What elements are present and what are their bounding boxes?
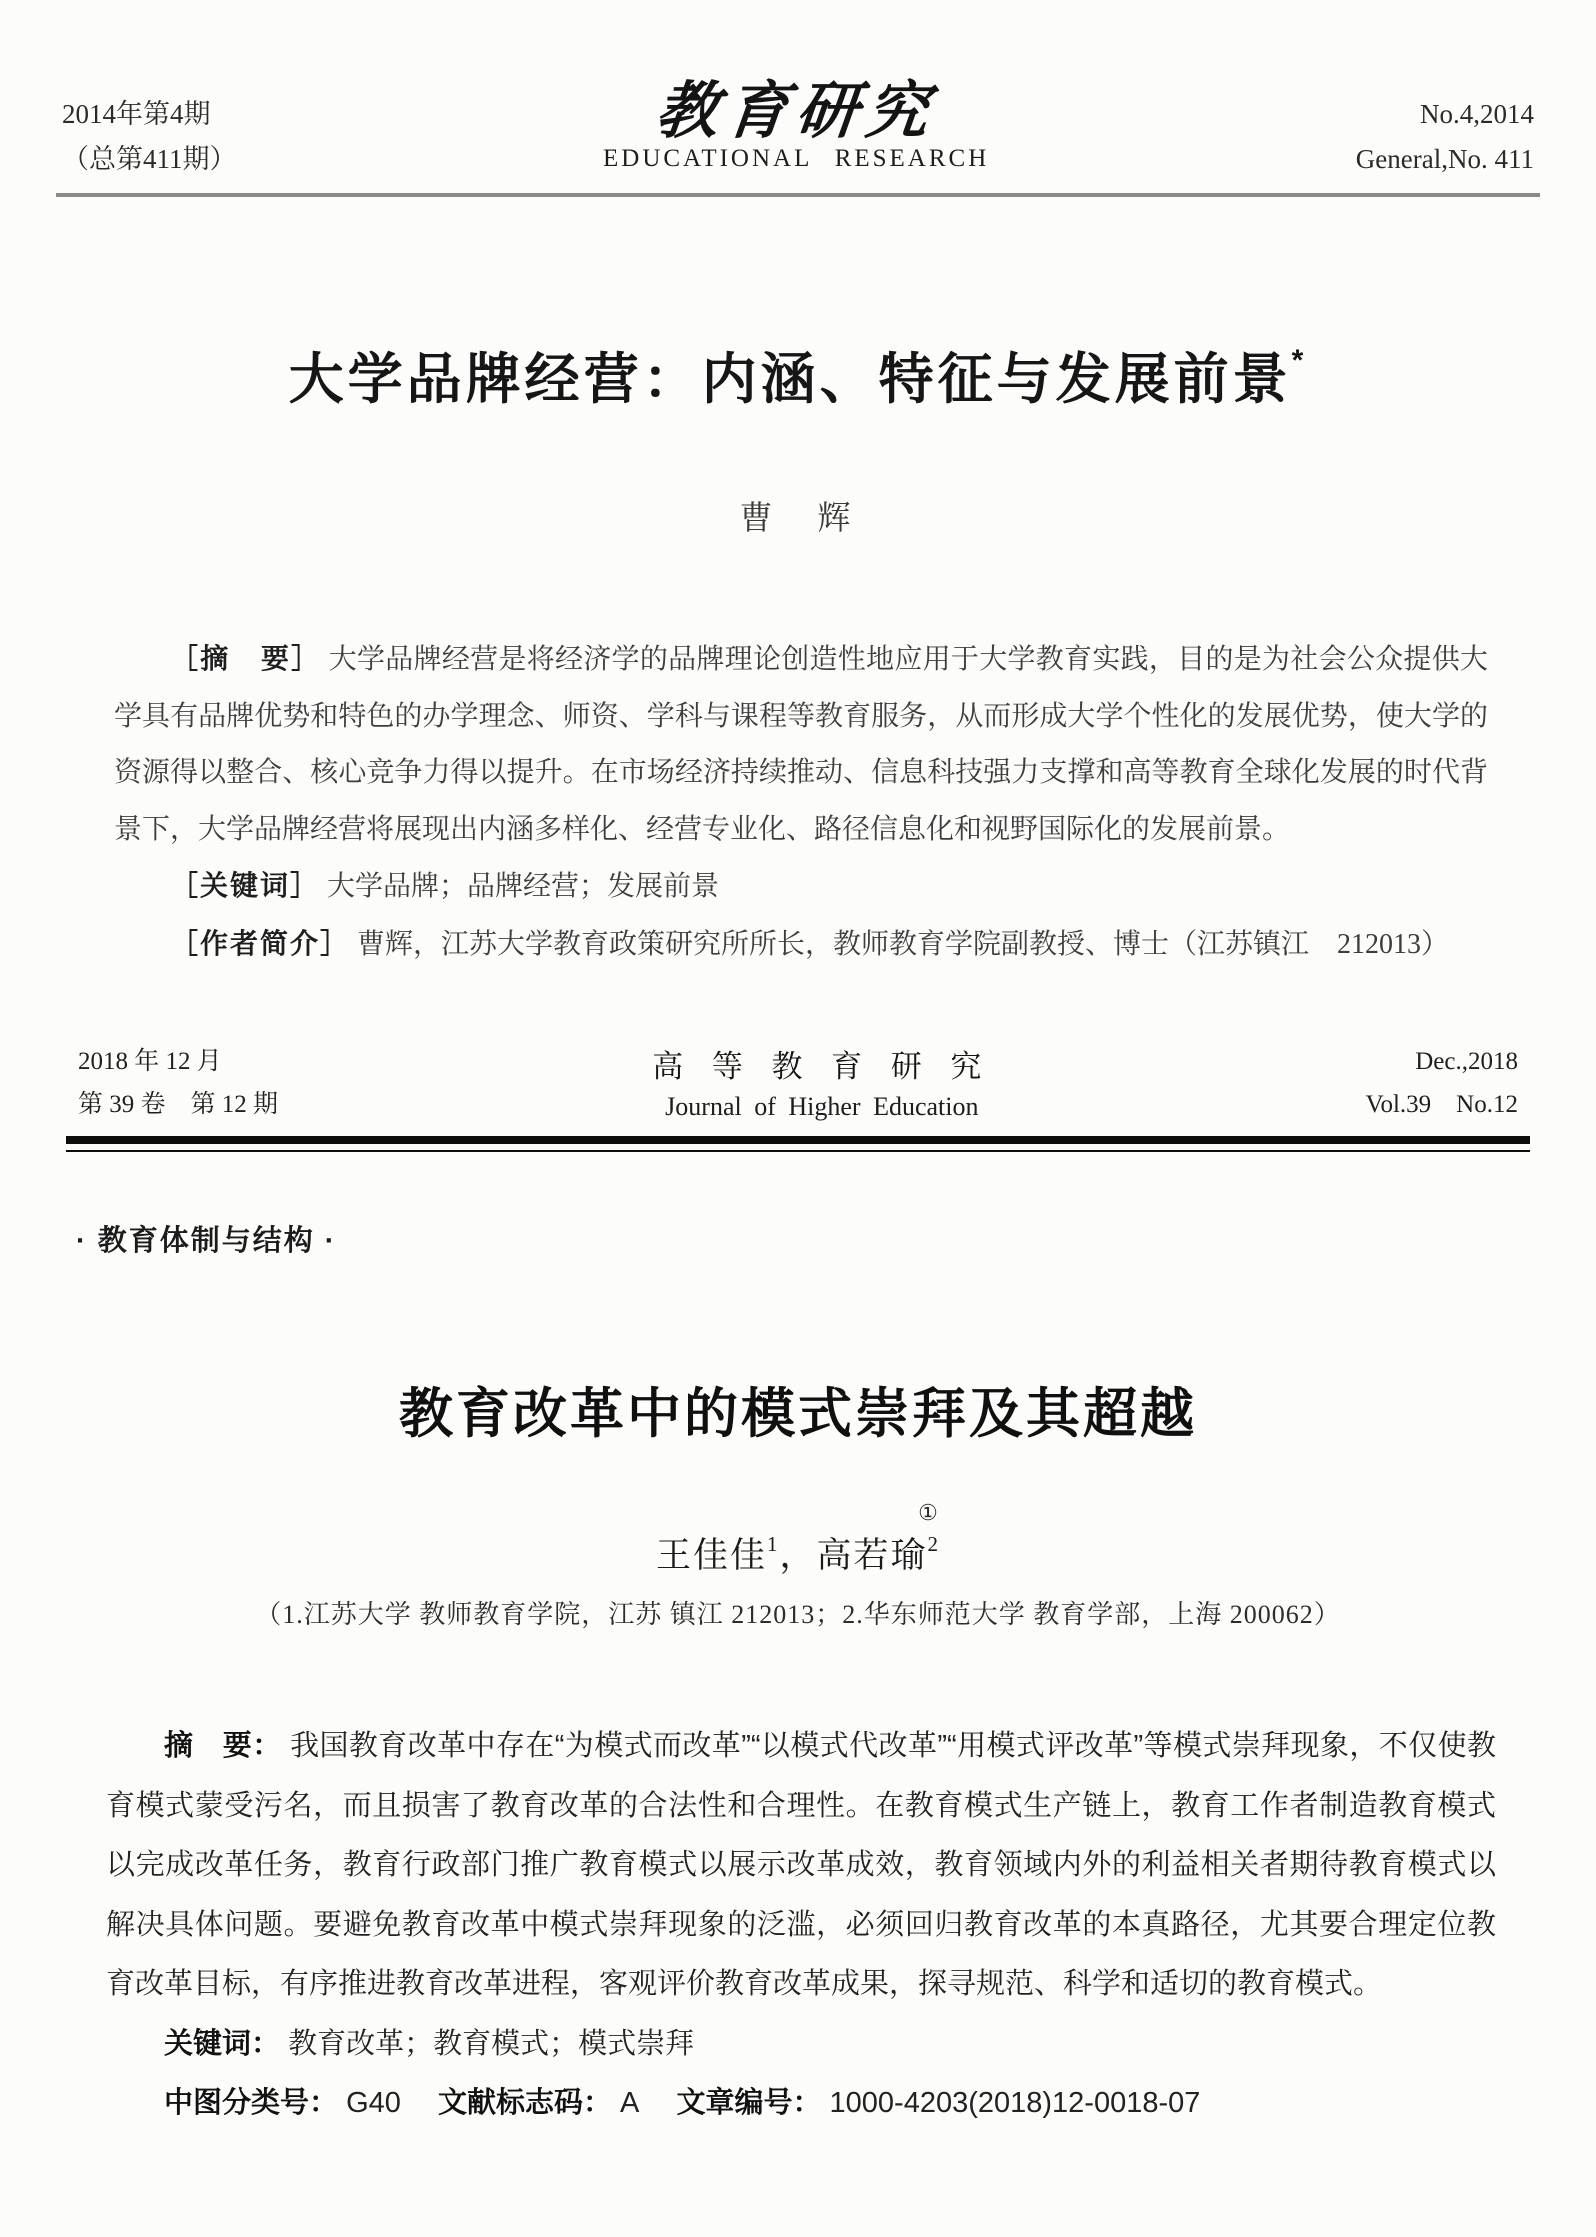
author-1-sup: 1 (766, 1532, 780, 1557)
article1-keywords (114, 858, 1488, 916)
abstract2-text: 我国教育改革中存在“为模式而改革”“以模式代改革”“用模式评改革”等模式崇拜现象，不仅使教育模式蒙受污名，而且损害了教育改革的合法性和合理性。在教育模式生产链上，教育工作者制造教育模式以完成改革任务，教育行政部门推广教育模式以展示改革成效，教育领域内外的利益相关者期待教育模式以解决具体问题。要避免教育改革中模式崇拜现象的泛滥，必须回归教育改革的本真路径，尤其要合理定位教育改革目标，有序推进教育改革进程，客观评价教育改革成果，探寻规范、科学和适切的教育模式。 (106, 1730, 1496, 2001)
article1-author: 曹 辉 (739, 501, 857, 538)
article2-abstract (106, 1717, 1496, 2014)
journal1-issue (62, 78, 237, 181)
article1-title-text: 大学品牌经营：内涵、特征与发展前景 (288, 348, 1292, 411)
journal1-logo-en: EDUCATIONAL RESEARCH (603, 145, 990, 173)
abstract2-label: 摘 要： (164, 1730, 282, 1763)
article-no-label: 文章编号： (676, 2087, 822, 2119)
abstract-label: ［摘 要］ (170, 643, 322, 675)
authors-separator: ， (779, 1536, 817, 1576)
bio-label: ［作者简介］ (170, 927, 351, 959)
journal1-logo: 教育研究 (652, 74, 940, 147)
authors-note-mark: ① (918, 1500, 938, 1526)
article2-classification (106, 2074, 1496, 2133)
journal2-title-en: Journal of Higher Education (665, 1092, 979, 1122)
author-2: 高若瑜 (816, 1536, 928, 1576)
journal1-number (1356, 78, 1534, 181)
article2-affiliation: （1.江苏大学 教师教育学院，江苏 镇江 212013；2.华东师范大学 教育学部，上海 200062） (255, 1600, 1341, 1630)
doc-code-value: A (620, 2087, 640, 2119)
bio-text: 曹辉，江苏大学教育政策研究所所长，教师教育学院副教授、博士（江苏镇江 212013） (357, 928, 1450, 960)
article1-title (0, 335, 1596, 414)
doc-code-label: 文献标志码： (437, 2087, 612, 2119)
journal2-number-line1: Dec.,2018 (1415, 1048, 1518, 1076)
journal1-header (62, 74, 1534, 181)
journal2-date (78, 1041, 278, 1126)
journal2-title-cn: 高 等 教 育 研 究 (652, 1049, 992, 1085)
journal1-logo-block (603, 74, 990, 173)
keywords-label: ［关键词］ (170, 870, 321, 902)
journal2-header (78, 1041, 1518, 1126)
section-label: · 教育体制与结构 · (76, 1225, 337, 1258)
keywords-text: 大学品牌；品牌经营；发展前景 (327, 871, 720, 903)
article-no-value: 1000-4203(2018)12-0018-07 (829, 2087, 1201, 2119)
header1-rule (56, 193, 1540, 197)
journal1-number-line1: No.4,2014 (1419, 99, 1534, 129)
article2-keywords (106, 2015, 1496, 2074)
journal2-date-line2: 第 39 卷 第 12 期 (78, 1090, 279, 1118)
journal2-date-line1: 2018 年 12 月 (78, 1048, 222, 1076)
article2-authors (0, 1528, 1596, 1578)
keywords2-text: 教育改革；教育模式；模式崇拜 (288, 2027, 695, 2060)
journal2-number (1366, 1041, 1518, 1126)
author-1: 王佳佳 (655, 1536, 767, 1576)
author-2-sup: 2 (927, 1532, 941, 1557)
keywords2-label: 关键词： (164, 2027, 281, 2060)
article1-abstract-block (114, 631, 1488, 973)
article1-abstract (114, 631, 1488, 858)
clc-label: 中图分类号： (164, 2087, 339, 2119)
journal1-issue-line2: （总第411期） (62, 143, 237, 174)
journal1-number-line2: General,No. 411 (1355, 143, 1534, 174)
clc-value: G40 (346, 2087, 401, 2119)
header2-double-rule (66, 1136, 1530, 1152)
journal1-issue-line1: 2014年第4期 (62, 99, 211, 129)
title-footnote-mark: * (1291, 344, 1308, 378)
article1-author-bio (114, 916, 1488, 974)
abstract-text: 大学品牌经营是将经济学的品牌理论创造性地应用于大学教育实践，目的是为社会公众提供大学具有品牌优势和特色的办学理念、师资、学科与课程等教育服务，从而形成大学个性化的发展优势，使大学的资源得以整合、核心竞争力得以提升。在市场经济持续推动、信息科技强力支撑和高等教育全球化发展的时代背景下，大学品牌经营将展现出内涵多样化、经营专业化、路径信息化和视野国际化的发展前景。 (114, 644, 1489, 845)
journal2-number-line2: Vol.39 No.12 (1365, 1090, 1518, 1118)
article2-abstract-block (106, 1717, 1496, 2133)
article2-title: 教育改革中的模式崇拜及其超越 (399, 1384, 1197, 1445)
journal2-title-block (652, 1041, 991, 1122)
